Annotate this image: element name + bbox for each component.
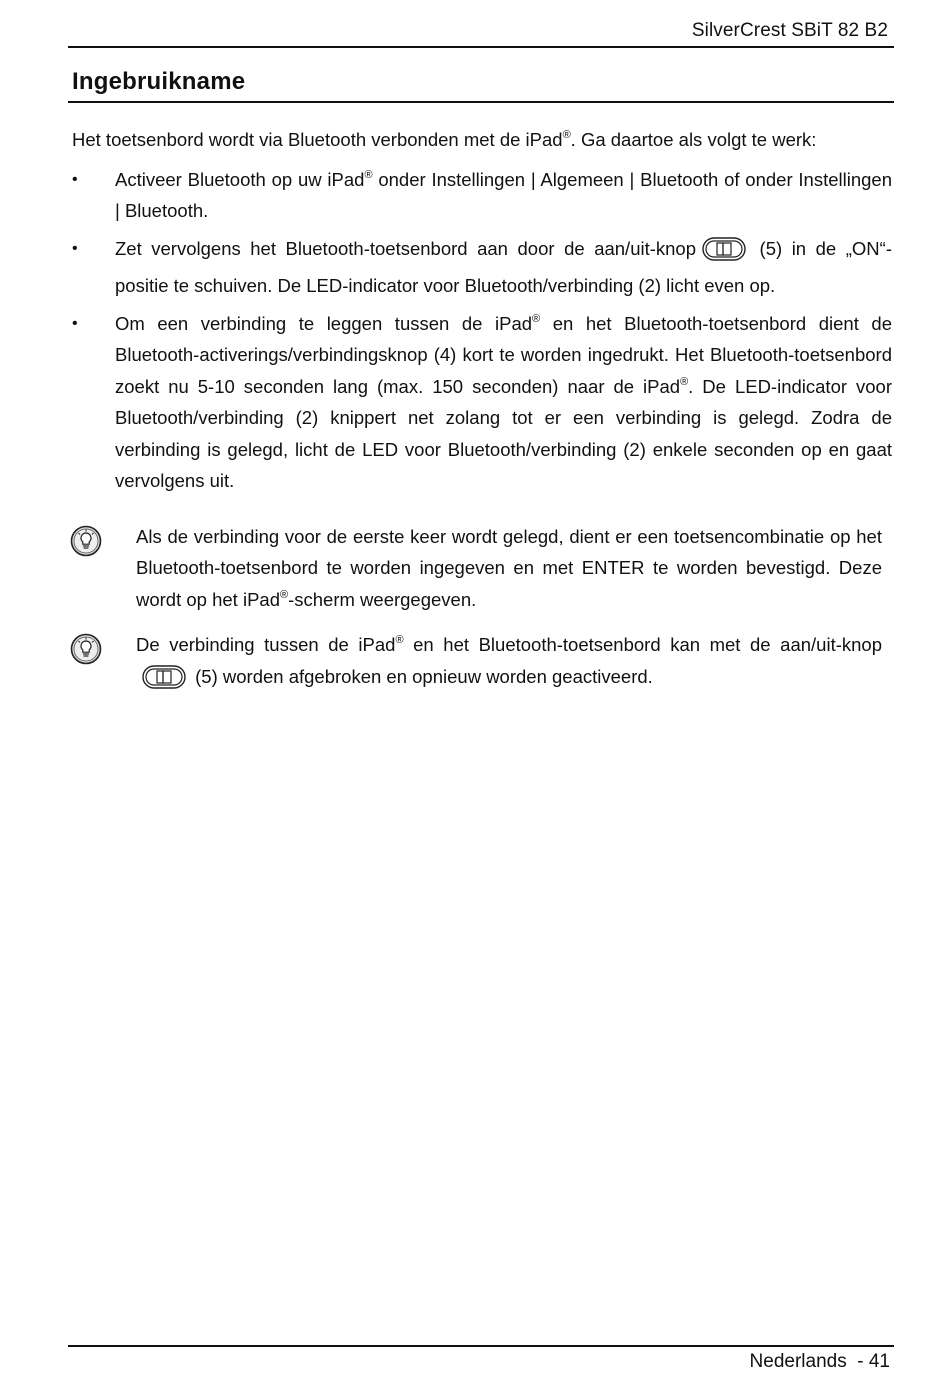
instruction-item-1: • Activeer Bluetooth op uw iPad® onder Instellingen | Algemeen | Bluetooth of onder Instellingen | Bluetooth. xyxy=(72,164,892,227)
note-2: De verbinding tussen de iPad® en het Bluetooth-toetsenbord kan met de aan/uit-knop (5) worden afgebroken en opnieuw worden geactiveerd. xyxy=(72,629,882,698)
intro-paragraph: Het toetsenbord wordt via Bluetooth verbonden met de iPad®. Ga daartoe als volgt te werk: xyxy=(72,129,817,150)
main-content xyxy=(72,124,892,712)
section-divider xyxy=(68,101,894,103)
section-title: Ingebruikname xyxy=(72,68,246,95)
bullet-icon: • xyxy=(72,239,78,257)
footer-page-label: Nederlands - 41 xyxy=(749,1351,890,1372)
lightbulb-tip-icon xyxy=(70,525,102,557)
note-1: Als de verbinding voor de eerste keer wordt gelegd, dient er een toetsencombinatie op het Bluetooth-toetsenbord te worden ingegeven en met ENTER te worden bevestigd. Deze wordt op het iPad®-scherm weergegeven. xyxy=(72,521,882,616)
instruction-item-3: • Om een verbinding te leggen tussen de iPad® en het Bluetooth-toetsenbord dient de Bluetooth-activerings/verbindingsknop (4) kort te worden ingedrukt. Het Bluetooth-toetsenbord zoekt nu 5-10 seconden lang (max. 150 seconden) naar de iPad®. De LED-indicator voor Bluetooth/verbinding (2) knippert net zolang tot er een verbinding is gelegd. Zodra de verbinding is gelegd, licht de LED voor Bluetooth/verbinding (2) enkele seconden op en gaat vervolgens uit. xyxy=(72,308,892,497)
instruction-list xyxy=(72,164,892,497)
notes-section xyxy=(72,521,892,699)
header-product-title: SilverCrest SBiT 82 B2 xyxy=(691,20,888,41)
footer-divider xyxy=(68,1345,894,1347)
header-divider xyxy=(68,46,894,48)
instruction-item-2: • Zet vervolgens het Bluetooth-toetsenbord aan door de aan/uit-knop (5) in de „ON“-positie te schuiven. De LED-indicator voor Bluetooth/verbinding (2) licht even op. xyxy=(72,233,892,302)
power-switch-icon xyxy=(702,237,746,271)
bullet-icon: • xyxy=(72,170,78,188)
lightbulb-tip-icon xyxy=(70,633,102,665)
power-switch-icon xyxy=(142,665,186,699)
bullet-icon: • xyxy=(72,314,78,332)
